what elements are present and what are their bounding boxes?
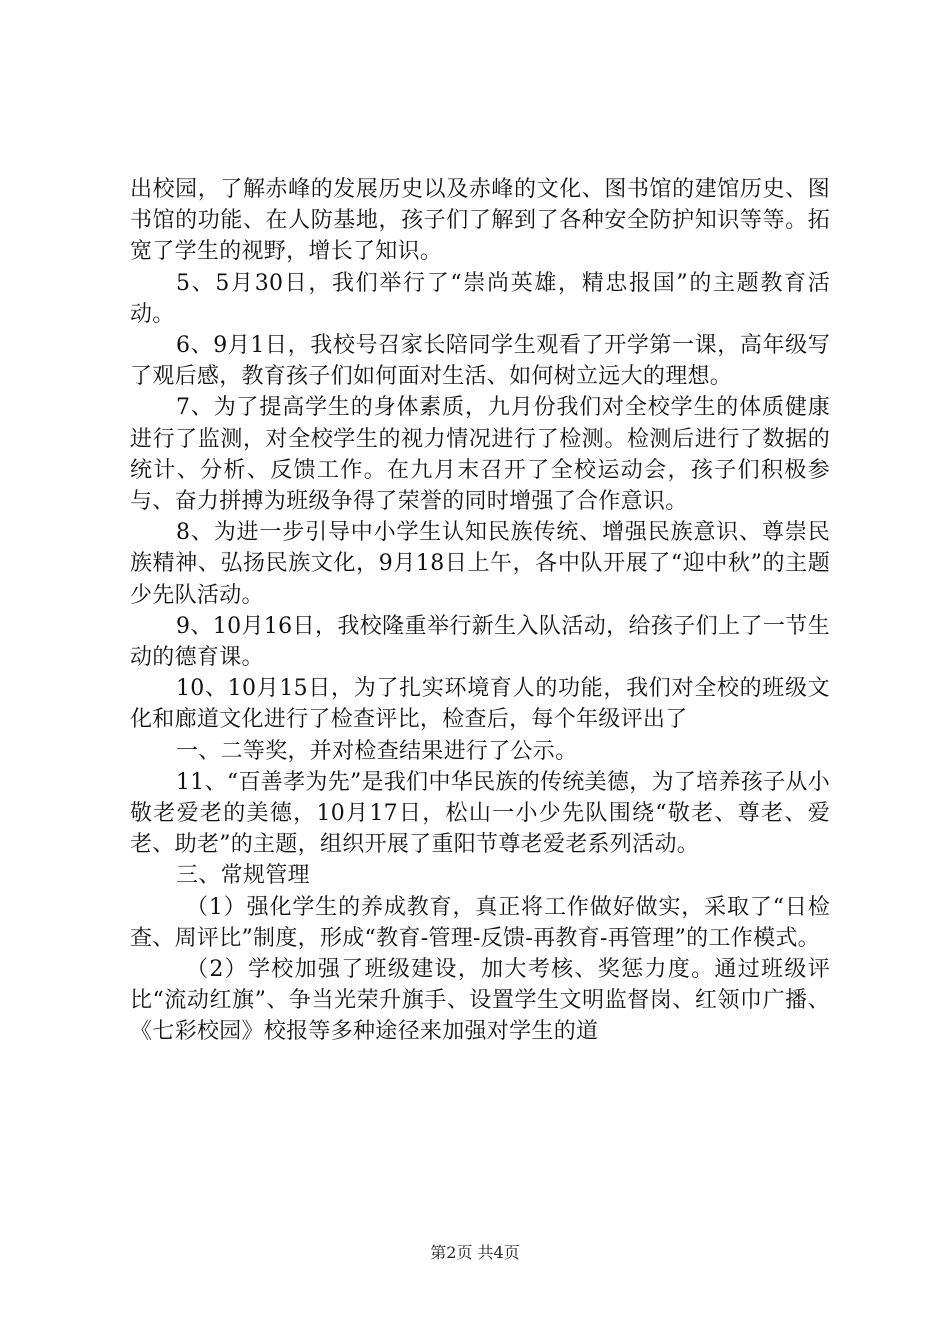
paragraph-item-7: 7、为了提高学生的身体素质，九月份我们对全校学生的体质健康进行了监测，对全校学生的视力情况进行了检测。检测后进行了数据的统计、分析、反馈工作。在九月末召开了全校运动会，孩子们积极参与、奋力拼搏为班级争得了荣誉的同时增强了合作意识。 (130, 395, 830, 515)
paragraph-item-8: 8、为进一步引导中小学生认知民族传统、增强民族意识、尊崇民族精神、弘扬民族文化，9月18日上午，各中队开展了“迎中秋”的主题少先队活动。 (130, 520, 830, 608)
paragraph-item-6: 6、9月1日，我校号召家长陪同学生观看了开学第一课，高年级写了观后感，教育孩子们如何面对生活、如何树立远大的理想。 (130, 333, 830, 390)
paragraph-award-note: 一、二等奖，并对检查结果进行了公示。 (176, 738, 578, 764)
paragraph-item-11: 11、“百善孝为先”是我们中华民族的传统美德，为了培养孩子从小敬老爱老的美德，10月17日，松山一小少先队围绕“敬老、尊老、爱老、助老”的主题，组织开展了重阳节尊老爱老系列活动。 (130, 769, 830, 858)
paragraph-item-10: 10、10月15日，为了扎实环境育人的功能，我们对全校的班级文化和廊道文化进行了检查评比，检查后，每个年级评出了 (130, 676, 830, 733)
paragraph-continuation: 出校园，了解赤峰的发展历史以及赤峰的文化、图书馆的建馆历史、图书馆的功能、在人防基地，孩子们了解到了各种安全防护知识等等。拓宽了学生的视野，增长了知识。 (130, 177, 830, 265)
paragraph-item-9: 9、10月16日，我校隆重举行新生入队活动，给孩子们上了一节生动的德育课。 (130, 613, 830, 671)
document-body (130, 174, 830, 1048)
paragraph-item-5: 5、5月30日，我们举行了“崇尚英雄，精忠报国”的主题教育活动。 (130, 270, 830, 327)
page-number-footer: 第2页 共4页 (430, 1243, 520, 1262)
paragraph-routine-2: （2）学校加强了班级建设，加大考核、奖惩力度。通过班级评比“流动红旗”、争当光荣升旗手、设置学生文明监督岗、红领巾广播、《七彩校园》校报等多种途径来加强对学生的道 (130, 957, 830, 1045)
paragraph-routine-1: （1）强化学生的养成教育，真正将工作做好做实，采取了“日检查、周评比”制度，形成“教育-管理-反馈-再教育-再管理”的工作模式。 (130, 894, 830, 951)
section-heading-routine-management: 三、常规管理 (176, 863, 310, 889)
